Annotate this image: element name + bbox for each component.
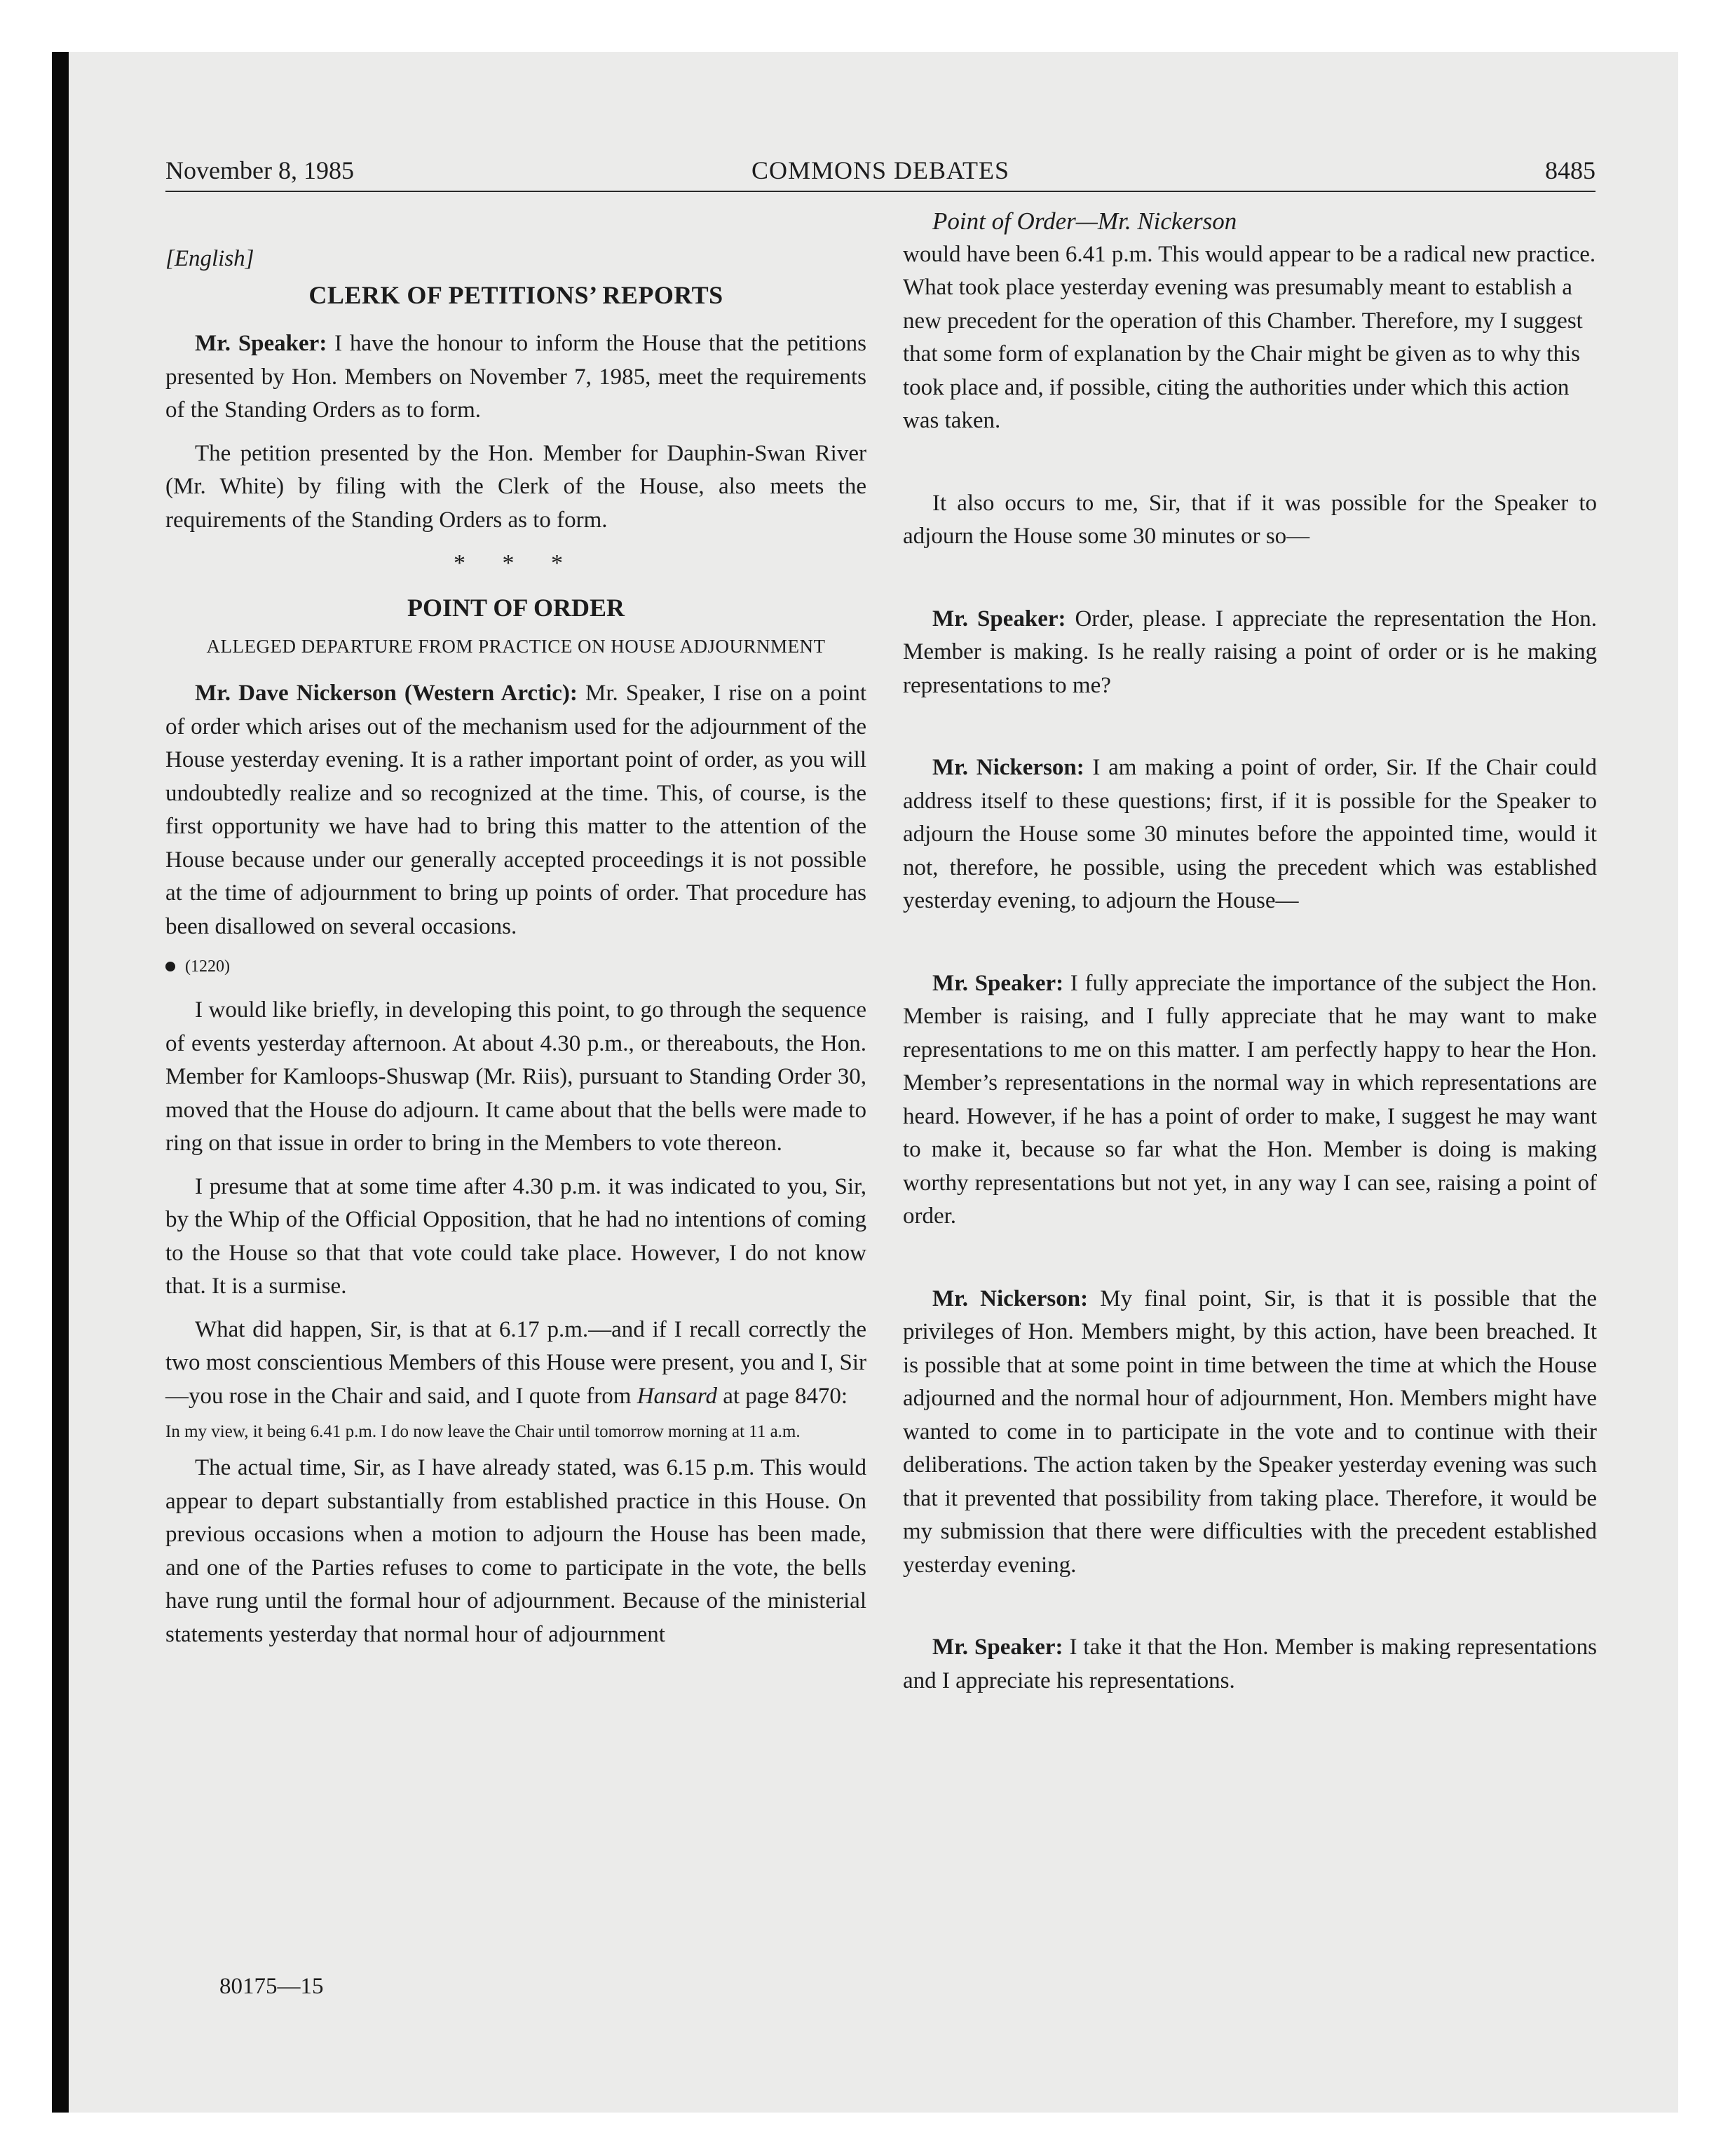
paragraph-text: Mr. Speaker, I rise on a point of order which arises out of the mechanism used for the adjournment of the House yesterday evening. It is a rather important point of order, as you will undoubtedly realize and so recognized at the time. This, of course, is the first opportunity we have had to bring this matter to the attention of the House because under our generally accepted proceedings it is not possible at the time of adjournment to bring up points of order. That procedure has been disallowed on several occasions. [165,681,866,939]
block-quote: In my view, it being 6.41 p.m. I do now leave the Chair until tomorrow morning at 11 a.m. [165,1422,801,1441]
left-column [165,243,866,1651]
paragraph-text: I am making a point of order, Sir. If the Chair could address itself to these questions; first, if it is possible for the Speaker to adjourn the House some 30 minutes before the appointed time, would it not, therefore, he possible, using the precedent which was established yesterday evening, to adjourn the House— [903,755,1597,913]
paragraph-text: I take it that the Hon. Member is making representations and I appreciate his representations. [903,1635,1597,1693]
paragraph: The actual time, Sir, as I have already stated, was 6.15 p.m. This would appear to depart substantially from established practice in this House. On previous occasions when a motion to adjourn the House has been made, and one of the Parties refuses to come to participate in the vote, the bells have rung until the formal hour of adjournment. Because of the ministerial statements yesterday that normal hour of adjournment [165,1455,866,1647]
paragraph [165,677,866,943]
publication-name: Hansard [637,1383,717,1409]
paragraph [903,603,1597,703]
paragraph-text: I fully appreciate the importance of the subject the Hon. Member is raising, and I fully appreciate that he may want to make representations to me on this matter. I am perfectly happy to hear the Hon. Member’s representations in the normal way in which representations are heard. However, if he has a point of order to make, I suggest he may want to make it, because so far what the Hon. Member is doing is making worthy representations but not yet, in any way I can see, raising a point of order. [903,970,1597,1229]
paragraph: would have been 6.41 p.m. This would appear to be a radical new practice. What took place yesterday evening was presumably meant to establish a new precedent for the operation of this Chamber. Therefore, my I suggest that some form of explanation by the Chair might be given as to why this took place and, if possible, citing the authorities under which this action was taken. [903,241,1596,433]
paragraph-text: What did happen, Sir, is that at 6.17 p.m.—and if I recall correctly the two most conscientious Members of this House were present, you and I, Sir—you rose in the Chair and said, and I quote from [165,1316,866,1409]
paragraph [165,1314,866,1414]
speaker-name: Mr. Speaker: [195,331,327,356]
paragraph: The petition presented by the Hon. Member for Dauphin-Swan River (Mr. White) by filing with the Clerk of the House, also meets the requirements of the Standing Orders as to form. [165,440,866,533]
speaker-name: Mr. Speaker: [932,970,1064,996]
paragraph: It also occurs to me, Sir, that if it was possible for the Speaker to adjourn the House some 30 minutes or so— [903,490,1597,549]
paragraph: I presume that at some time after 4.30 p.m. it was indicated to you, Sir, by the Whip of the Official Opposition, that he had no intentions of coming to the House so that that vote could take place. However, I do not know that. It is a surmise. [165,1173,866,1299]
bullet-icon [165,962,175,971]
header-page-number: 8485 [1545,156,1595,184]
paragraph: I would like briefly, in developing this point, to go through the sequence of events yesterday afternoon. At about 4.30 p.m., or thereabouts, the Hon. Member for Kamloops-Shuswap (Mr. Riis), pursuant to Standing Order 30, moved that the House do adjourn. It came about that the bells were made to ring on that issue in order to bring in the Members to vote thereon. [165,997,866,1156]
section-separator: * * * [454,550,578,576]
paragraph [165,327,866,428]
header-date: November 8, 1985 [165,156,354,184]
page-footer-code: 80175—15 [219,1974,324,1999]
language-marker: [English] [165,246,254,271]
timestamp-marker [165,956,866,977]
paragraph [903,1631,1597,1698]
section-title-petitions: CLERK OF PETITIONS’ REPORTS [308,280,723,309]
paragraph [903,751,1597,918]
speaker-name: Mr. Dave Nickerson (Western Arctic): [195,681,578,706]
speaker-name: Mr. Nickerson: [932,1285,1089,1311]
page-header [165,156,1595,189]
header-publication: COMMONS DEBATES [751,156,1010,184]
paragraph-text: My final point, Sir, is that it is possible that the privileges of Hon. Members might, by this action, have been breached. It is possible that at some point in time between the time at which the House adjourned and the normal hour of adjournment, Hon. Members might have wanted to come in to participate in the vote and to continue with their deliberations. The action taken by the Speaker yesterday evening was such that it prevented that possibility from taking place. Therefore, it would be my submission that there were difficulties with the precedent established yesterday evening. [903,1285,1597,1578]
right-column [903,205,1597,1698]
speaker-name: Mr. Speaker: [932,1635,1063,1660]
paragraph [903,1283,1597,1583]
paragraph-text: I have the honour to inform the House that the petitions presented by Hon. Members on November 7, 1985, meet the requirements of the Standing Orders as to form. [165,331,866,423]
speaker-name: Mr. Nickerson: [932,755,1084,780]
paragraph-text: Order, please. I appreciate the representation the Hon. Member is making. Is he really raising a point of order or is he making representations to me? [903,606,1597,698]
paragraph [903,967,1597,1234]
header-rule [165,191,1595,192]
speaker-name: Mr. Speaker: [932,606,1066,632]
running-head: Point of Order—Mr. Nickerson [932,207,1237,235]
section-subtitle: ALLEGED DEPARTURE FROM PRACTICE ON HOUSE ADJOURNMENT [206,636,826,657]
timestamp: (1220) [185,957,230,976]
section-title-point-of-order: POINT OF ORDER [407,593,625,622]
paragraph-text: at page 8470: [716,1383,848,1409]
